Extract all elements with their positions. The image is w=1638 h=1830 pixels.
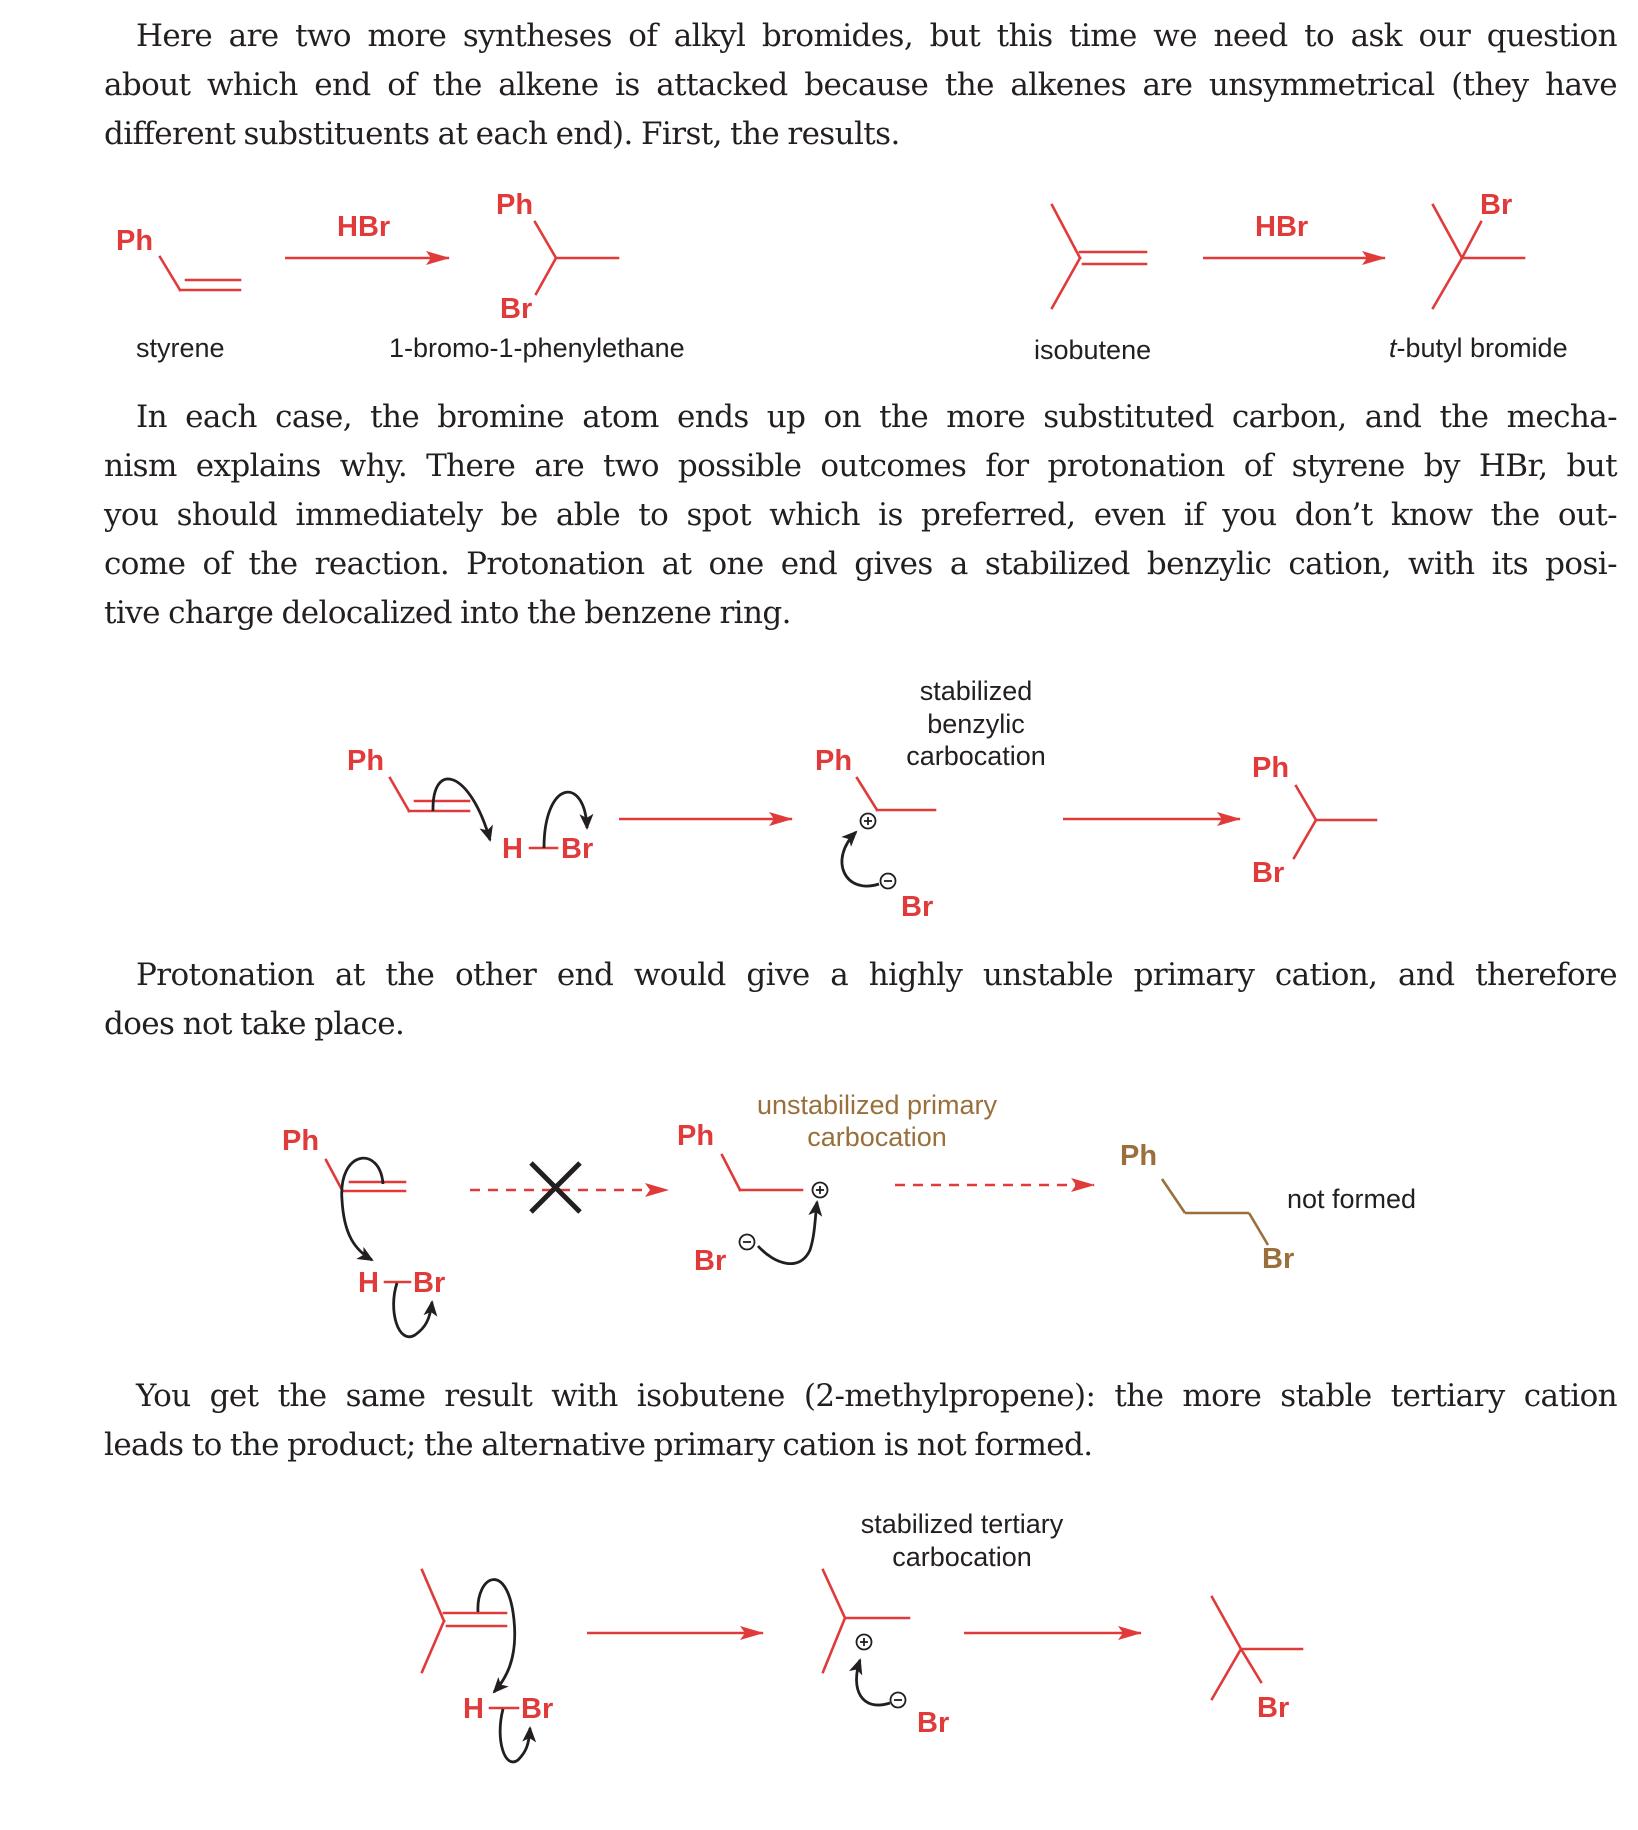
reagent-hbr: HBr (337, 211, 391, 243)
bond (390, 778, 409, 811)
bond (857, 778, 877, 810)
isobutene-structure (1052, 205, 1146, 308)
isobutene-label: isobutene (1034, 335, 1152, 365)
styrene-structure (116, 225, 240, 290)
reaction-styrene (116, 189, 685, 363)
hydrogen-label: H (358, 1267, 379, 1299)
bond (1433, 205, 1462, 258)
italic-t: t (1389, 333, 1397, 363)
product-name-rest: -butyl bromide (1396, 333, 1568, 363)
bond (535, 222, 556, 258)
bromine-label: Br (1480, 189, 1513, 221)
bromine-label: Br (1257, 1692, 1290, 1724)
phenyl-label: Ph (1120, 1140, 1158, 1172)
primary-cation-structure (677, 1120, 828, 1198)
phenyl-label: Ph (496, 189, 534, 221)
reagent-hbr: HBr (1255, 211, 1309, 243)
bromine-label: Br (521, 1693, 554, 1725)
text-line: tive charge delocalized into the benzene ring. (104, 595, 791, 631)
curly-arrow (842, 832, 879, 886)
product-name-label: 1-bromo-1-phenylethane (389, 333, 685, 363)
phenyl-label: Ph (1252, 752, 1290, 784)
bond (1249, 1213, 1268, 1245)
bromine-label: Br (500, 293, 533, 325)
bromine-label: Br (1262, 1243, 1295, 1275)
bond (1433, 258, 1462, 308)
bond (1212, 1649, 1241, 1699)
text-line: Here are two more syntheses of alkyl bromides, but this time we need to ask our question (136, 18, 1617, 54)
phenyl-label: Ph (677, 1120, 715, 1152)
cation-label: stabilized (919, 676, 1033, 706)
phenyl-label: Ph (116, 225, 154, 257)
bond (536, 258, 556, 294)
reaction-isobutene (1034, 189, 1568, 365)
hydrogen-label: H (502, 833, 523, 865)
text-line: leads to the product; the alternative primary cation is not formed. (104, 1427, 1093, 1463)
bromide-label: Br (901, 891, 934, 923)
bond (1241, 1649, 1261, 1682)
cation-label: carbocation (807, 1122, 947, 1152)
bond (823, 1570, 845, 1618)
phenyl-label: Ph (815, 745, 853, 777)
bromine-label: Br (413, 1267, 446, 1299)
text-line: Protonation at the other end would give a highly unstable primary cation, and therefore (136, 957, 1617, 993)
text-line: come of the reaction. Protonation at one end gives a stabilized benzylic cation, with its posi- (104, 546, 1617, 582)
bond (422, 1621, 444, 1672)
cation-label: carbocation (906, 741, 1046, 771)
bond (1162, 1179, 1185, 1213)
curly-arrow (478, 1580, 515, 1692)
mechanism-tertiary (422, 1509, 1302, 1762)
bond (1052, 205, 1080, 258)
text-line: does not take place. (104, 1006, 405, 1042)
isobutene-structure (422, 1570, 506, 1672)
text-line: different substituents at each end). First, the results. (104, 116, 900, 152)
curly-arrow (433, 779, 490, 840)
cation-label: stabilized tertiary (860, 1509, 1064, 1539)
bromine-label: Br (561, 833, 594, 865)
mechanism-primary (282, 1090, 1416, 1337)
text-line: nism explains why. There are two possible outcomes for protonation of styrene by HBr, but (104, 448, 1617, 484)
bond (160, 257, 180, 290)
bond (1294, 820, 1316, 858)
phenyl-label: Ph (282, 1125, 320, 1157)
hydrogen-label: H (463, 1693, 484, 1725)
text-line: In each case, the bromine atom ends up on the more substituted carbon, and the mecha- (136, 399, 1617, 435)
curly-arrow (342, 1158, 383, 1260)
product-name-label (1389, 333, 1568, 363)
curly-arrow (758, 1202, 817, 1264)
phenyl-label: Ph (347, 745, 385, 777)
bond (422, 1570, 444, 1621)
bromophenylethane-structure (1252, 752, 1376, 889)
cation-label: unstabilized primary (756, 1090, 998, 1120)
text-line: about which end of the alkene is attacked because the alkenes are unsymmetrical (they have (104, 67, 1617, 103)
bond (823, 1618, 845, 1672)
bond (1296, 786, 1316, 820)
text-line: you should immediately be able to spot which is preferred, even if you don’t know the out- (104, 497, 1617, 533)
not-formed-label: not formed (1287, 1184, 1417, 1214)
bromophenylethane-structure (496, 189, 618, 325)
phenylethyl-bromide-structure (1120, 1140, 1294, 1275)
bond (1052, 258, 1080, 308)
t-butyl-bromide-structure (1433, 189, 1524, 308)
mechanism-benzylic (347, 676, 1376, 923)
bromide-label: Br (694, 1245, 727, 1277)
bromine-label: Br (1252, 857, 1285, 889)
styrene-label: styrene (136, 333, 225, 363)
cross-icon (531, 1163, 580, 1212)
cation-label: carbocation (892, 1542, 1032, 1572)
t-butyl-bromide-structure (1212, 1597, 1302, 1724)
text-line: You get the same result with isobutene (2-methylpropene): the more stable tertiary cation (136, 1378, 1617, 1414)
cation-label: benzylic (927, 709, 1025, 739)
curly-arrow (857, 1660, 890, 1705)
bond (1462, 222, 1481, 258)
bond (1212, 1597, 1241, 1649)
tertiary-cation-structure (823, 1570, 909, 1672)
bromide-label: Br (917, 1707, 950, 1739)
bond (722, 1155, 740, 1190)
bond (326, 1160, 342, 1190)
